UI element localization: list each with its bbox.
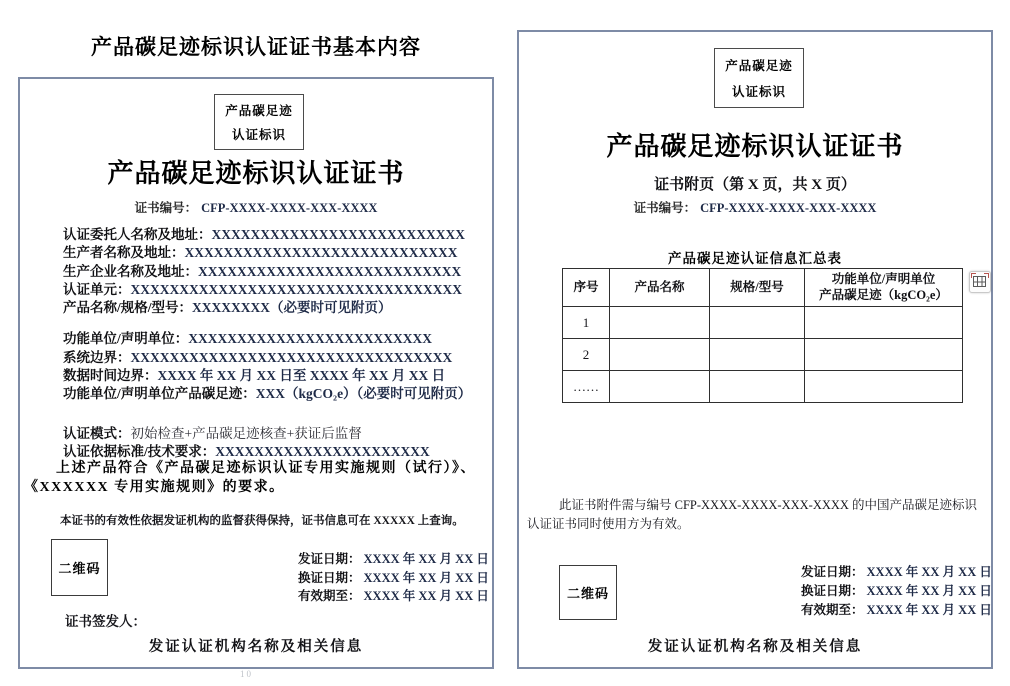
signer-label: 证书签发人： <box>65 614 146 629</box>
dates-block <box>801 563 992 619</box>
field-value: XXXXXXXXXXXXXXXXXXXXXXXXXX <box>211 227 465 242</box>
date-label: 换证日期： <box>801 583 864 598</box>
cfp-mark-box <box>714 48 804 108</box>
mark-line-1: 产品碳足迹 <box>725 59 793 74</box>
field-value: XXXX 年 XX 月 XX 日至 XXXX 年 XX 月 XX 日 <box>157 368 446 384</box>
field-row <box>63 385 484 403</box>
certificate-number-line <box>519 202 991 215</box>
date-label: 换证日期： <box>298 570 361 585</box>
attachment-subtitle: 证书附页（第 X 页，共 X 页） <box>654 177 856 193</box>
field-label: 生产者名称及地址： <box>63 245 185 261</box>
certificate-fields <box>63 226 484 461</box>
empty-cell <box>805 371 963 403</box>
field-row <box>63 425 484 443</box>
field-label: 认证委托人名称及地址： <box>63 227 212 242</box>
date-label: 发证日期： <box>801 565 864 579</box>
empty-cell <box>610 307 710 339</box>
dates-block <box>298 550 489 606</box>
field-label: 认证模式： <box>63 425 131 441</box>
field-row <box>63 244 484 262</box>
cfp-mark-box <box>214 94 304 150</box>
field-label: 产品名称/规格/型号： <box>63 300 193 316</box>
col-header-footprint <box>805 269 963 307</box>
row-number-cell: …… <box>563 371 610 403</box>
field-value: XXXXXXXXXXXXXXXXXXXXXXXXXXXXXXXXXX <box>130 281 462 297</box>
empty-cell <box>710 307 805 339</box>
col-header-footprint-line2: 产品碳足迹（kgCO₂e） <box>819 287 948 302</box>
field-value: XXXXXXXXXXXXXXXXXXXXXXXXX <box>188 331 432 347</box>
empty-cell <box>805 339 963 371</box>
certificate-number: CFP-XXXX-XXXX-XXX-XXXX <box>700 201 877 215</box>
issuer-footer: 发证认证机构名称及相关信息 <box>148 639 364 655</box>
row-number-cell: 1 <box>563 307 610 339</box>
col-header-seq: 序号 <box>563 269 610 307</box>
issuer-footer: 发证认证机构名称及相关信息 <box>647 639 863 655</box>
certificate-title: 产品碳足迹标识认证证书 <box>606 132 904 161</box>
field-label: 生产企业名称及地址： <box>63 263 198 279</box>
qr-label: 二维码 <box>566 586 609 601</box>
field-row <box>63 299 484 317</box>
field-value: XXXXXXXXXXXXXXXXXXXXXXXXXXXX <box>184 245 458 261</box>
certificate-number: CFP-XXXX-XXXX-XXX-XXXX <box>201 201 378 215</box>
date-row <box>801 601 992 620</box>
page-title: 产品碳足迹标识认证证书基本内容 <box>91 35 421 59</box>
table-row <box>563 339 963 371</box>
certificate-number-label: 证书编号： <box>134 201 198 215</box>
field-group-certification <box>63 425 484 462</box>
table-select-icon[interactable] <box>969 271 991 293</box>
qr-label: 二维码 <box>58 561 101 576</box>
field-row <box>63 226 484 244</box>
page-footer-mark: 10 <box>240 669 253 679</box>
field-value: XXX（kgCO₂e）（必要时可见附页） <box>255 386 472 402</box>
col-header-spec-model: 规格/型号 <box>710 269 805 307</box>
field-value: XXXXXXXX（必要时可见附页） <box>192 300 392 316</box>
field-label: 系统边界： <box>63 349 131 365</box>
date-value: XXXX 年 XX 月 XX 日 <box>363 589 489 603</box>
table-row <box>563 307 963 339</box>
qr-placeholder-box <box>559 565 617 620</box>
summary-table <box>562 268 963 403</box>
date-row <box>298 569 489 588</box>
certificate-title: 产品碳足迹标识认证证书 <box>107 159 405 188</box>
compliance-line-2: 《XXXXXX 专用实施规则》的要求。 <box>24 480 285 495</box>
row-number-cell: 2 <box>563 339 610 371</box>
table-header-row <box>563 269 963 307</box>
field-label: 功能单位/声明单位： <box>63 331 189 347</box>
table-row <box>563 371 963 403</box>
empty-cell <box>710 371 805 403</box>
certificate-number-line <box>20 202 492 215</box>
compliance-line-1: 上述产品符合《产品碳足迹标识认证专用实施规则（试行）》、 <box>56 461 476 476</box>
date-label: 发证日期： <box>298 552 361 566</box>
validity-note: 本证书的有效性依据发证机构的监督获得保持，证书信息可在 XXXXX 上查询。 <box>60 515 464 527</box>
field-label: 功能单位/声明单位产品碳足迹： <box>63 386 256 402</box>
field-row <box>63 281 484 299</box>
empty-cell <box>710 339 805 371</box>
certificate-main-page <box>18 77 494 669</box>
date-value: XXXX 年 XX 月 XX 日 <box>866 602 992 617</box>
field-label: 认证依据标准/技术要求： <box>63 443 216 459</box>
field-row <box>63 330 484 348</box>
date-value: XXXX 年 XX 月 XX 日 <box>363 552 489 566</box>
qr-placeholder-box <box>51 539 108 596</box>
mark-line-2: 认证标识 <box>231 128 286 142</box>
date-value: XXXX 年 XX 月 XX 日 <box>866 583 992 598</box>
field-value: 初始检查+产品碳足迹核查+获证后监督 <box>130 425 362 441</box>
date-row <box>801 563 992 582</box>
date-value: XXXX 年 XX 月 XX 日 <box>866 565 992 579</box>
summary-table-title: 产品碳足迹认证信息汇总表 <box>668 251 842 266</box>
compliance-paragraph <box>24 459 488 497</box>
certificate-attachment-page <box>517 30 993 669</box>
field-group-footprint <box>63 330 484 403</box>
field-row <box>63 367 484 385</box>
field-row <box>63 349 484 367</box>
col-header-product-name: 产品名称 <box>610 269 710 307</box>
date-value: XXXX 年 XX 月 XX 日 <box>363 570 489 585</box>
date-row <box>801 582 992 601</box>
empty-cell <box>610 371 710 403</box>
field-value: XXXXXXXXXXXXXXXXXXXXXX <box>215 443 430 459</box>
mark-line-1: 产品碳足迹 <box>225 104 293 118</box>
field-label: 认证单元： <box>63 281 131 297</box>
field-row <box>63 263 484 281</box>
date-label: 有效期至： <box>801 602 864 617</box>
table-grid-glyph <box>973 276 986 287</box>
field-value: XXXXXXXXXXXXXXXXXXXXXXXXXXX <box>198 263 462 279</box>
certificate-number-label: 证书编号： <box>633 201 697 215</box>
date-row <box>298 587 489 606</box>
field-label: 数据时间边界： <box>63 368 158 384</box>
date-row <box>298 550 489 569</box>
empty-cell <box>610 339 710 371</box>
date-label: 有效期至： <box>298 589 361 603</box>
attachment-note: 此证书附件需与编号 CFP-XXXX-XXXX-XXX-XXXX 的中国产品碳足迹标识认证证书同时使用方为有效。 <box>527 498 978 531</box>
col-header-footprint-line1: 功能单位/声明单位 <box>831 272 936 286</box>
field-group-identity <box>63 226 484 317</box>
field-value: XXXXXXXXXXXXXXXXXXXXXXXXXXXXXXXXX <box>130 349 453 365</box>
mark-line-2: 认证标识 <box>731 84 786 99</box>
empty-cell <box>805 307 963 339</box>
